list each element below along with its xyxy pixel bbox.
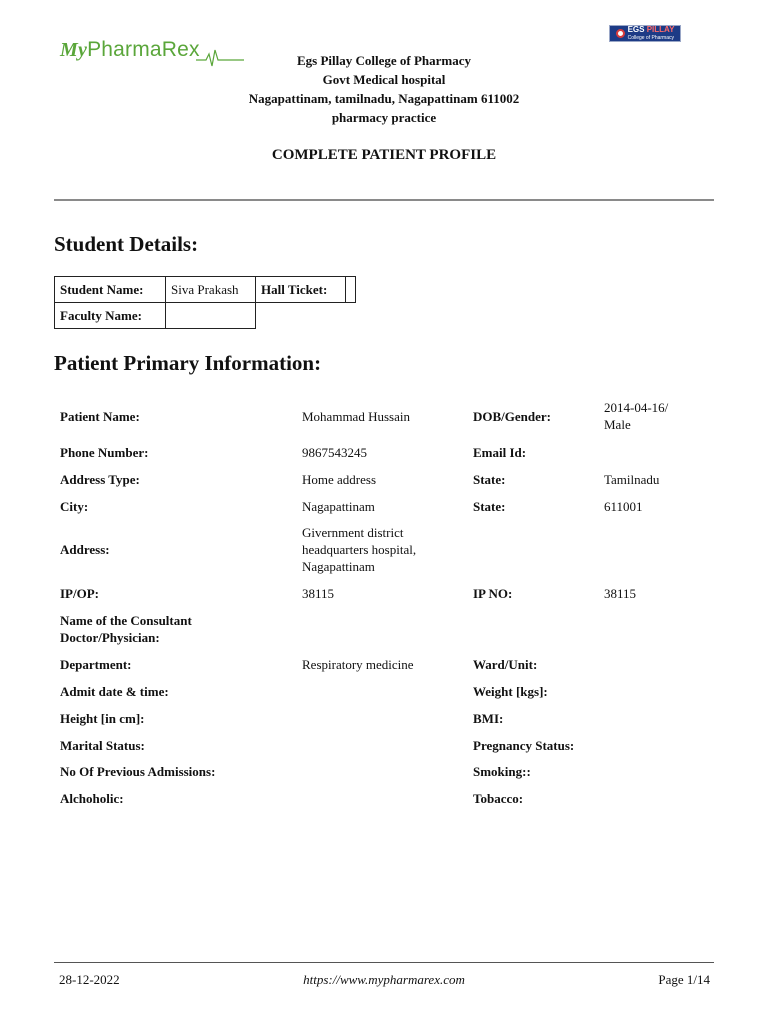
- address-value: Givernment district headquarters hospital, Nagapattinam: [302, 525, 417, 574]
- bmi-label: BMI:: [473, 711, 504, 726]
- state-value: Tamilnadu: [604, 472, 660, 487]
- smoking-label: Smoking::: [473, 764, 531, 779]
- height-label: Height [in cm]:: [60, 711, 145, 726]
- faculty-name-value: [166, 303, 256, 329]
- footer-page-number: Page 1/14: [658, 972, 710, 987]
- logo-main: PharmaRex: [87, 38, 200, 61]
- hall-ticket-value: [346, 277, 356, 303]
- patient-info-heading: Patient Primary Information:: [54, 351, 322, 375]
- faculty-name-label: Faculty Name:: [55, 303, 166, 329]
- ip-no-label: IP NO:: [473, 586, 513, 601]
- address-label: Address:: [60, 542, 110, 557]
- student-name-value: Siva Prakash: [166, 277, 256, 303]
- department-name: pharmacy practice: [331, 110, 437, 125]
- admit-date-label: Admit date & time:: [60, 684, 169, 699]
- dob-gender-value: 2014-04-16/ Male: [604, 400, 669, 432]
- consultant-label: Name of the Consultant Doctor/Physician:: [60, 613, 192, 645]
- state-pin-value: 611001: [604, 499, 643, 514]
- department-value: Respiratory medicine: [302, 657, 414, 672]
- footer-url[interactable]: https://www.mypharmarex.com: [303, 972, 465, 987]
- footer-date: 28-12-2022: [59, 972, 120, 987]
- city-label: City:: [60, 499, 89, 514]
- email-label: Email Id:: [473, 445, 527, 460]
- tobacco-label: Tobacco:: [473, 791, 524, 806]
- page-title: COMPLETE PATIENT PROFILE: [271, 147, 497, 163]
- alcoholic-label: Alchoholic:: [60, 791, 124, 806]
- student-details-table: [54, 276, 356, 329]
- dob-gender-label: DOB/Gender:: [473, 409, 551, 424]
- logo-prefix: My: [60, 39, 88, 61]
- ip-op-value: 38115: [302, 586, 335, 601]
- patient-name-label: Patient Name:: [60, 409, 140, 424]
- previous-admissions-label: No Of Previous Admissions:: [60, 764, 216, 779]
- footer-divider: [54, 962, 714, 963]
- ip-op-label: IP/OP:: [60, 586, 99, 601]
- hospital-address: Nagapattinam, tamilnadu, Nagapattinam 611002: [248, 91, 520, 106]
- phone-value: 9867543245: [302, 445, 367, 460]
- department-label: Department:: [60, 657, 132, 672]
- ward-unit-label: Ward/Unit:: [473, 657, 538, 672]
- college-seal-icon: [616, 29, 625, 38]
- weight-label: Weight [kgs]:: [473, 684, 548, 699]
- state-pin-label: State:: [473, 499, 506, 514]
- address-type-value: Home address: [302, 472, 377, 487]
- pregnancy-status-label: Pregnancy Status:: [473, 738, 575, 753]
- ip-no-value: 38115: [604, 586, 637, 601]
- college-name: Egs Pillay College of Pharmacy: [296, 53, 472, 68]
- hospital-name: Govt Medical hospital: [322, 72, 446, 87]
- header-divider: [54, 199, 714, 201]
- phone-label: Phone Number:: [60, 445, 149, 460]
- student-details-heading: Student Details:: [54, 232, 199, 256]
- hall-ticket-label: Hall Ticket:: [256, 277, 346, 303]
- address-type-label: Address Type:: [60, 472, 140, 487]
- patient-name-value: Mohammad Hussain: [302, 409, 410, 424]
- state-label: State:: [473, 472, 506, 487]
- marital-status-label: Marital Status:: [60, 738, 145, 753]
- egs-pillay-logo: EGS PILLAY College of Pharmacy: [609, 25, 681, 42]
- student-name-label: Student Name:: [55, 277, 166, 303]
- city-value: Nagapattinam: [302, 499, 375, 514]
